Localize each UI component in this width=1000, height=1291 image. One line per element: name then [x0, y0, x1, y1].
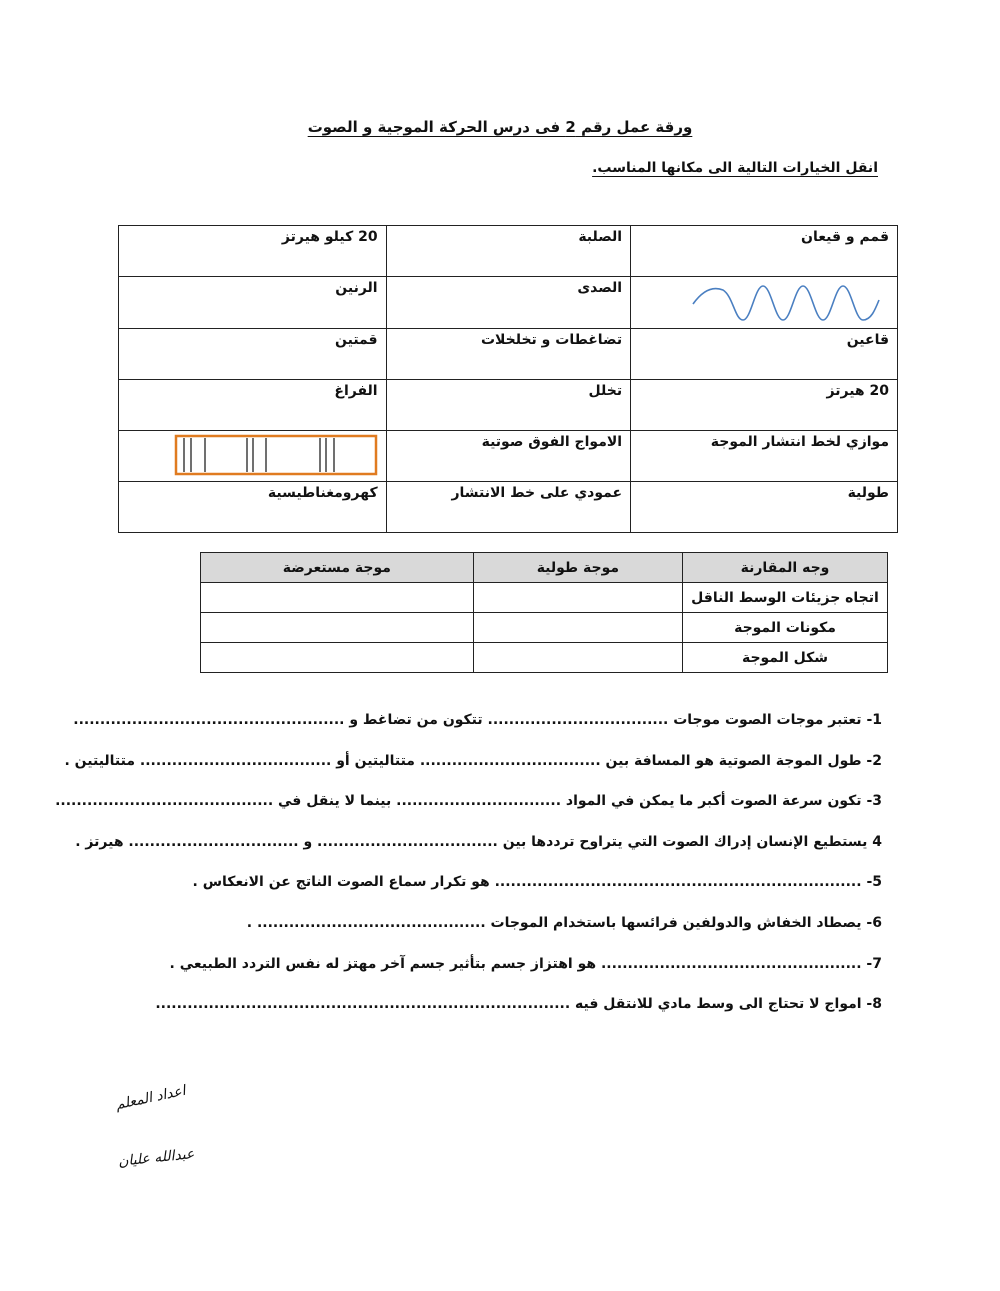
question-item[interactable]: 4 يستطيع الإنسان إدراك الصوت التي يتراوح ترددها بين .................................. و ................................ هيرتز . [75, 833, 882, 850]
comparison-header: وجه المقارنة [683, 553, 888, 583]
instruction-text: انقل الخيارات التالية الى مكانها المناسب. [592, 160, 878, 176]
comparison-header: موجة طولية [473, 553, 682, 583]
longitudinal-wave-icon [174, 434, 378, 476]
word-bank-cell[interactable]: الرنين [119, 277, 387, 329]
signature-teacher-name: عبدالله عليان [117, 1146, 196, 1170]
word-bank-cell[interactable]: تخلل [386, 380, 631, 431]
answer-cell[interactable] [473, 643, 682, 673]
word-bank-cell[interactable]: 20 كيلو هيرتز [119, 226, 387, 277]
table-row [119, 277, 898, 329]
comparison-header: موجة مستعرضة [201, 553, 474, 583]
word-bank-cell[interactable]: كهرومغناطيسية [119, 482, 387, 533]
word-bank-cell[interactable]: قمتين [119, 329, 387, 380]
comparison-header-row [201, 553, 888, 583]
question-item[interactable]: 3- تكون سرعة الصوت أكبر ما يمكن في المواد ............................... بينما لا ينقل في ......................................... [55, 793, 882, 810]
word-bank-cell[interactable]: موازي لخط انتشار الموجة [631, 431, 898, 482]
question-item[interactable]: 8- امواج لا تحتاج الى وسط مادي للانتقل فيه .............................................................................. [155, 996, 882, 1013]
table-row [119, 329, 898, 380]
word-bank-cell[interactable]: تضاغطات و تخلخلات [386, 329, 631, 380]
word-bank-cell-bars[interactable] [119, 431, 387, 482]
question-item[interactable]: 6- يصطاد الخفاش والدولفين فرائسها باستخدام الموجات ........................................... . [246, 914, 882, 931]
word-bank-table [118, 225, 898, 533]
answer-cell[interactable] [201, 613, 474, 643]
table-row [119, 482, 898, 533]
word-bank-cell[interactable]: الامواج الفوق صوتية [386, 431, 631, 482]
fill-in-questions [55, 712, 882, 1037]
worksheet-title: ورقة عمل رقم 2 فى درس الحركة الموجية و الصوت [307, 118, 693, 136]
word-bank-cell[interactable]: الصدى [386, 277, 631, 329]
transverse-wave-icon [689, 280, 889, 324]
comparison-row-label: شكل الموجة [683, 643, 888, 673]
answer-cell[interactable] [473, 613, 682, 643]
word-bank-cell-wave[interactable] [631, 277, 898, 329]
table-row [119, 380, 898, 431]
word-bank-cell[interactable]: قمم و قيعان [631, 226, 898, 277]
table-row [201, 643, 888, 673]
question-item[interactable]: 2- طول الموجة الصوتية هو المسافة بين .................................. متتاليتين أو .................................... متتاليتين . [64, 752, 882, 769]
answer-cell[interactable] [201, 643, 474, 673]
answer-cell[interactable] [201, 583, 474, 613]
word-bank-cell[interactable]: الصلبة [386, 226, 631, 277]
table-row [201, 613, 888, 643]
word-bank-cell[interactable]: الفراغ [119, 380, 387, 431]
word-bank-cell[interactable]: قاعين [631, 329, 898, 380]
word-bank-cell[interactable]: عمودي على خط الانتشار [386, 482, 631, 533]
table-row [201, 583, 888, 613]
question-item[interactable]: 7- ................................................. هو اهتزاز جسم بتأثير جسم آخر مهتز له نفس التردد الطبيعي . [169, 955, 882, 972]
table-row [119, 226, 898, 277]
question-item[interactable]: 5- ..................................................................... هو تكرار سماع الصوت الناتج عن الانعكاس . [192, 874, 882, 891]
comparison-row-label: اتجاه جزيئات الوسط الناقل [683, 583, 888, 613]
word-bank-cell[interactable]: طولية [631, 482, 898, 533]
question-item[interactable]: 1- تعتبر موجات الصوت موجات .................................. تتكون من تضاغط و ................................................... [73, 712, 882, 728]
answer-cell[interactable] [473, 583, 682, 613]
comparison-table [200, 552, 888, 673]
comparison-row-label: مكونات الموجة [683, 613, 888, 643]
word-bank-cell[interactable]: 20 هيرتز [631, 380, 898, 431]
table-row [119, 431, 898, 482]
signature-prepared-by: اعداد المعلم [114, 1082, 188, 1114]
